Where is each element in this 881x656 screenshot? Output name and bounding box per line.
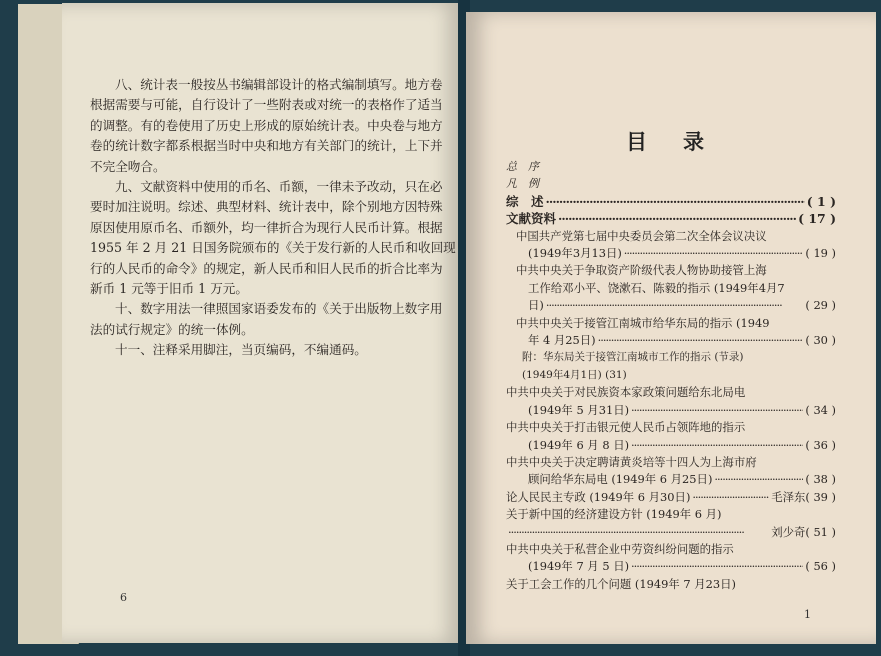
right-page-number: 1: [804, 608, 811, 621]
toc-entry-title: 中共中央关于对民族资本家政策问题给东北局电: [506, 385, 746, 400]
toc-entry: [506, 193, 836, 210]
toc-entry: [506, 332, 836, 349]
left-page: [62, 3, 462, 643]
toc-entry-title: 工作给邓小平、饶漱石、陈毅的指示 (1949年4月7: [528, 280, 785, 295]
text-line: 不完全吻合。: [90, 158, 166, 174]
toc-entry-page: 刘少奇( 51 ): [771, 524, 836, 539]
text-line: 1955 年 2 月 21 日国务院颁布的《关于发行新的人民币和收回现: [90, 240, 456, 256]
leader-dots: [714, 471, 803, 488]
toc-entry-page: ( 38 ): [805, 472, 836, 487]
toc-entry-title: 附：华东局关于接管江南城市工作的指示 (节录): [522, 351, 744, 364]
toc-entry: [506, 349, 836, 366]
toc-entry: [506, 524, 836, 541]
toc-entry-title: (1949年 5 月31日): [528, 402, 630, 417]
toc-entry: [506, 280, 836, 297]
text-line: 法的试行规定》的统一体例。: [90, 321, 254, 337]
toc-title: 目录: [626, 129, 740, 154]
toc-entry: [506, 384, 836, 401]
text-line: 卷的统计数字都系根据当时中央和地方有关部门的统计，上下并: [90, 138, 443, 154]
text-line: 要时加注说明。综述、典型材料、统计表中，除个别地方因特殊: [90, 199, 443, 215]
toc-entry: [506, 489, 836, 506]
toc-entry-page: ( 1 ): [806, 193, 836, 209]
text-line: 八、统计表一般按丛书编辑部设计的格式编制填写。地方卷: [115, 77, 443, 92]
toc-entry-title: 中共中央关于私营企业中劳资纠纷问题的指示: [506, 541, 734, 556]
toc-entry: [506, 297, 836, 314]
left-page-text: [90, 75, 456, 361]
text-line: 行的人民币的命令》的规定，新人民币和旧人民币的折合比率为: [90, 260, 443, 276]
text-line: 新币 1 元等于旧币 1 万元。: [90, 281, 248, 297]
toc-entry: [506, 315, 836, 332]
toc-entry: [506, 367, 836, 384]
toc-entry: [506, 210, 836, 227]
toc-entry-page: ( 19 ): [805, 246, 836, 261]
toc-entry-title: (1949年 7 月 5 日): [528, 559, 630, 574]
toc-entry-page: 毛泽东( 39 ): [771, 489, 836, 504]
toc-entry-title: 关于新中国的经济建设方针 (1949年 6 月): [506, 507, 722, 522]
toc-entry-page: ( 34 ): [805, 402, 836, 417]
toc-entry: [506, 158, 836, 175]
toc-entry-title: 凡 例: [506, 177, 539, 191]
toc-entry-title: 中共中央关于争取资产阶级代表人物协助接管上海: [516, 263, 767, 278]
toc-entry: [506, 437, 836, 454]
toc-entry: [506, 419, 836, 436]
table-of-contents: [506, 158, 836, 593]
toc-entry: [506, 454, 836, 471]
right-page: [466, 12, 876, 644]
leader-dots: [598, 332, 804, 349]
toc-entry-title: 顾问给华东局电 (1949年 6 月25日): [528, 472, 713, 487]
leader-dots: [546, 297, 804, 314]
text-line: 九、文献资料中使用的币名、币额，一律未予改动，只在必: [115, 179, 443, 195]
toc-entry-title: 文献资料: [506, 211, 557, 227]
toc-entry-title: 中共中央关于打击银元使人民币占领阵地的指示: [506, 420, 746, 435]
toc-entry-title: 总 序: [506, 160, 539, 173]
toc-entry: [506, 245, 836, 262]
toc-entry-title: 中共中央关于决定聘请黄炎培等十四人为上海市府: [506, 454, 757, 469]
toc-entry: [506, 541, 836, 558]
toc-entry: [506, 228, 836, 245]
leader-dots: [631, 437, 803, 454]
toc-entry-page: ( 29 ): [805, 298, 836, 313]
toc-entry: [506, 506, 836, 523]
toc-entry-title: 中共中央关于接管江南城市给华东局的指示 (1949: [516, 315, 770, 330]
toc-entry-title: 年 4 月25日): [528, 333, 596, 348]
leader-dots: [631, 402, 803, 419]
toc-entry-title: 论人民民主专政 (1949年 6 月30日): [506, 489, 691, 504]
toc-entry-title: 日): [528, 298, 544, 313]
toc-entry-page: ( 30 ): [805, 333, 836, 348]
text-line: 原因使用原币名、币额外，均一律折合为现行人民币计算。根据: [90, 219, 443, 235]
toc-entry-title: (1949年3月13日): [528, 246, 622, 261]
toc-entry: [506, 262, 836, 279]
toc-entry-page: ( 17 ): [798, 211, 836, 227]
leader-dots: [624, 245, 804, 262]
toc-entry: [506, 175, 836, 192]
text-line: 十一、注释采用脚注，当页编码，不编通码。: [115, 342, 367, 358]
leader-dots: [558, 210, 796, 227]
toc-entry-title: 中国共产党第七届中央委员会第二次全体会议决议: [516, 228, 767, 243]
text-line: 十、数字用法一律照国家语委发布的《关于出版物上数字用: [115, 301, 443, 317]
toc-entry-title: 关于工会工作的几个问题 (1949年 7 月23日): [506, 576, 736, 591]
toc-entry-title: (1949年 6 月 8 日): [528, 437, 630, 452]
leader-dots: [631, 558, 803, 575]
toc-entry-page: ( 56 ): [805, 559, 836, 574]
toc-entry: [506, 558, 836, 575]
toc-entry-page: ( 36 ): [805, 437, 836, 452]
toc-entry-title: 综 述: [506, 193, 544, 209]
leader-dots: [508, 524, 769, 541]
toc-entry: [506, 402, 836, 419]
left-page-number: 6: [120, 591, 127, 604]
leader-dots: [692, 489, 769, 506]
text-line: 的调整。有的卷使用了历史上形成的原始统计表。中央卷与地方: [90, 117, 443, 133]
leader-dots: [546, 193, 805, 210]
text-line: 根据需要与可能，自行设计了一些附表或对统一的表格作了适当: [90, 97, 443, 113]
toc-entry: [506, 576, 836, 593]
toc-entry: [506, 471, 836, 488]
toc-entry-title: (1949年4月1日) (31): [522, 368, 627, 381]
